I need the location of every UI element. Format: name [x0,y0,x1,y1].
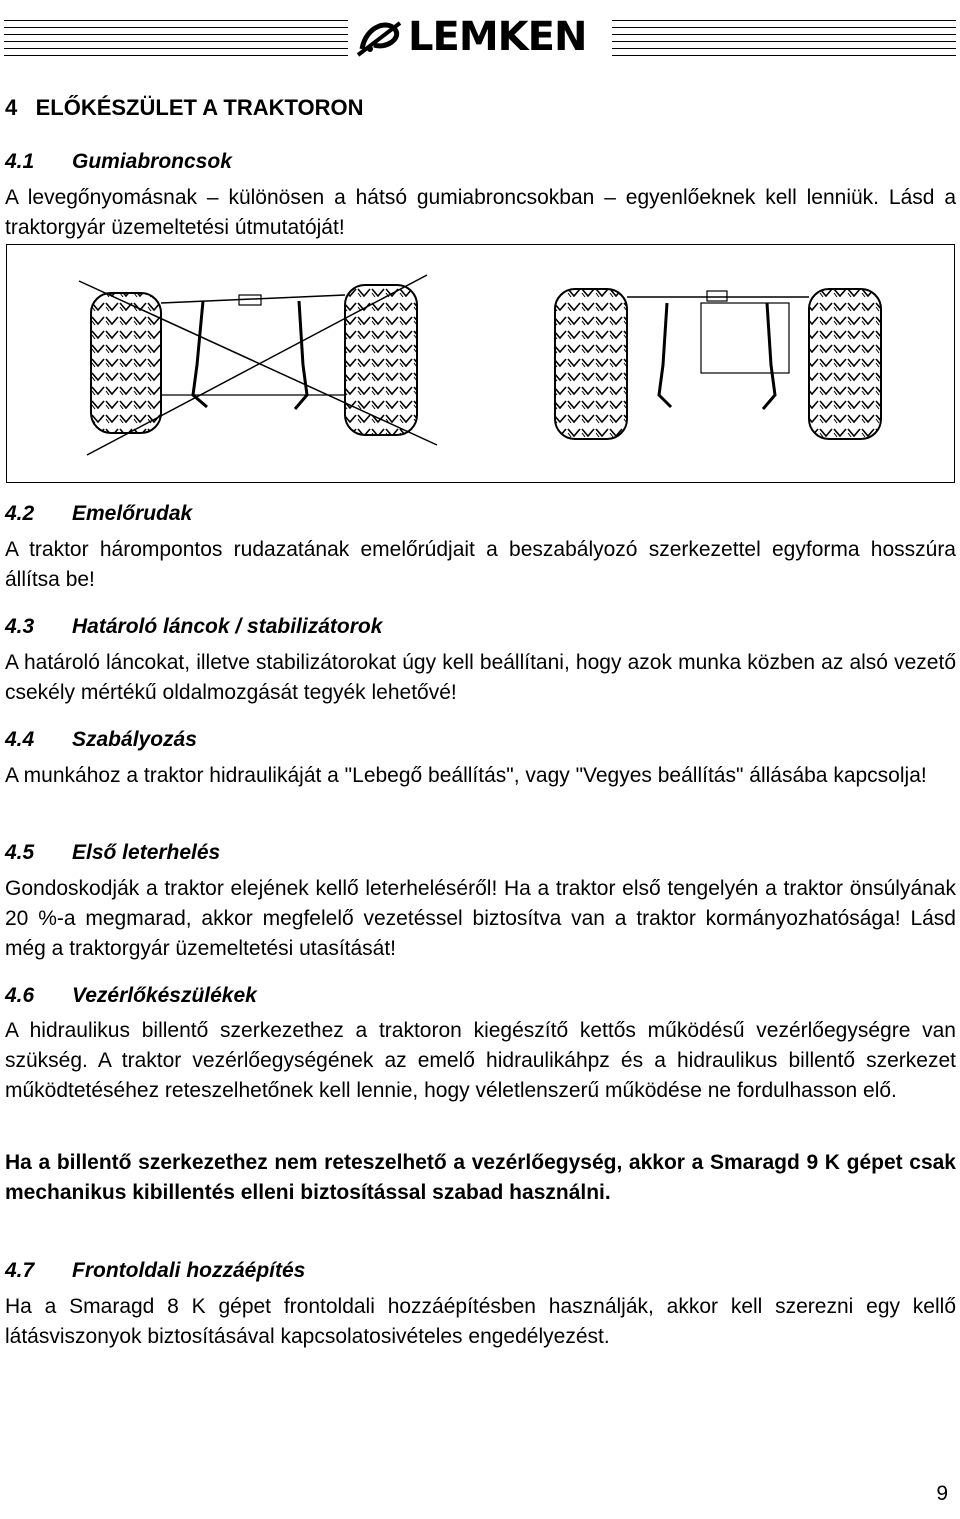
lemken-logo [356,12,586,62]
section-heading [5,984,257,1008]
section-number: 4.6 [5,984,35,1007]
section-body: A levegőnyomásnak – különösen a hátsó gumiabroncsokban – egyenlőeknek kell lenniük. Lásd a traktorgyár üzemeltetési útmutatóját! [5,186,956,239]
section-body: A határoló láncokat, illetve stabilizátorokat úgy kell beállítani, hogy azok munka közben az alsó vezető csekély mértékű oldalmozgását tegyék lehetővé! [5,651,956,704]
page-header [0,8,960,68]
section-title: Szabályozás [72,728,197,751]
section-number: 4.4 [5,728,35,751]
correct-tire-setup [555,289,881,439]
warning-note: Ha a billentő szerkezethez nem reteszelhető a vezérlőegység, akkor a Smaragd 9 K gépet csak mechanikus kibillentés elleni biztosítással szabad használni. [5,1151,956,1204]
chapter-heading [5,95,364,121]
section-number: 4.1 [5,150,35,173]
section-number: 4.3 [5,615,35,638]
page-number: 9 [936,1482,948,1505]
chapter-title: ELŐKÉSZÜLET A TRAKTORON [35,95,364,120]
tractor-rear-tires-illustration [7,245,954,482]
section-body: A traktor hárompontos rudazatának emelőrúdjait a beszabályozó szerkezettel egyforma hosszúra állítsa be! [5,538,956,591]
section-title: Emelőrudak [72,502,193,525]
section-heading [5,502,192,526]
section-body: A munkához a traktor hidraulikáját a "Lebegő beállítás", vagy "Vegyes beállítás" állásába kapcsolja! [5,764,927,787]
header-rule-left [4,20,348,62]
section-title: Határoló láncok / stabilizátorok [72,615,383,638]
lemken-emblem-icon [356,15,402,59]
chapter-number: 4 [5,95,18,120]
section-heading [5,150,232,174]
section-heading [5,615,382,639]
section-heading [5,1259,305,1283]
section-title: Első leterhelés [72,841,221,864]
section-body: Gondoskodják a traktor elejének kellő leterheléséről! Ha a traktor első tengelyén a traktor önsúlyának 20 %-a megmarad, akkor megfelelő vezetéssel biztosítva van a traktor kormányozhatósága! Lásd még a traktorgyár üzemeltetési utasítását! [5,877,956,960]
section-heading [5,841,220,865]
section-number: 4.2 [5,502,35,525]
logo-text: LEMKEN [408,14,587,60]
section-number: 4.7 [5,1259,35,1282]
section-title: Vezérlőkészülékek [72,984,257,1007]
header-rule-right [612,20,956,62]
incorrect-tire-setup [79,275,437,455]
section-title: Gumiabroncsok [72,150,232,173]
section-heading [5,728,197,752]
section-body: Ha a Smaragd 8 K gépet frontoldali hozzáépítésben használják, akkor kell szerezni egy kellő látásviszonyok biztosításával kapcsolatosivételes engedélyezést. [5,1295,956,1348]
section-body: A hidraulikus billentő szerkezethez a traktoron kiegészítő kettős működésű vezérlőegységre van szükség. A traktor vezérlőegységének az emelő hidraulikáhpz és a hidraulikus billentő szerkezet működtetéséhez reteszelhetőnek kell lennie, hogy véletlenszerű működése ne fordulhasson elő. [5,1019,956,1102]
section-number: 4.5 [5,841,35,864]
tire-diagram [6,244,955,483]
section-title: Frontoldali hozzáépítés [72,1259,306,1282]
